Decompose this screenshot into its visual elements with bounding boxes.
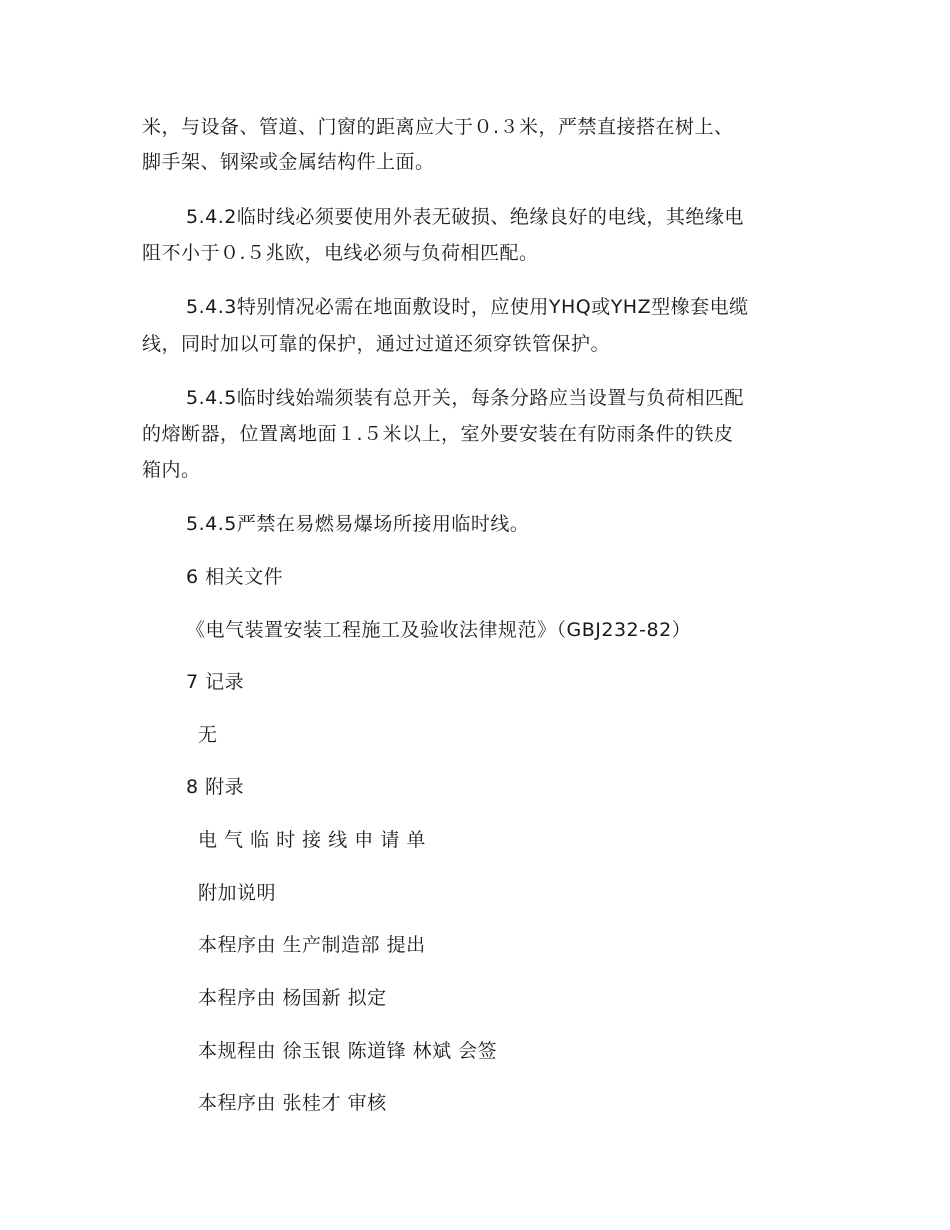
section-8-heading: 8 附录	[186, 776, 245, 798]
note-item: 本规程由 徐玉银 陈道锋 林斌 会签	[198, 1040, 498, 1062]
note-item: 本程序由 生产制造部 提出	[198, 934, 426, 956]
clause-5-4-3-line: 5.4.3特别情况必需在地面敷设时，应使用YHQ或YHZ型橡套电缆	[186, 296, 749, 318]
section-6-heading: 6 相关文件	[186, 566, 284, 588]
clause-5-4-5-line: 5.4.5临时线始端须装有总开关，每条分路应当设置与负荷相匹配	[186, 387, 744, 409]
note-item: 本程序由 张桂才 审核	[198, 1092, 387, 1114]
section-6-content: 《电气装置安装工程施工及验收法律规范》（GBJ232-82）	[186, 619, 692, 641]
clause-5-4-5-line: 的熔断器，位置离地面１.５米以上，室外要安装在有防雨条件的铁皮	[142, 423, 734, 445]
section-7-content: 无	[198, 724, 218, 746]
clause-5-4-2-line: 5.4.2临时线必须要使用外表无破损、绝缘良好的电线，其绝缘电	[186, 206, 744, 228]
clause-5-4-5b-line: 5.4.5严禁在易燃易爆场所接用临时线。	[186, 513, 530, 535]
clause-5-4-2-line: 阻不小于０.５兆欧，电线必须与负荷相匹配。	[142, 242, 539, 264]
section-7-heading: 7 记录	[186, 671, 245, 693]
paragraph-line: 米，与设备、管道、门窗的距离应大于０.３米，严禁直接搭在树上、	[142, 116, 734, 138]
paragraph-line: 脚手架、钢梁或金属结构件上面。	[142, 151, 435, 173]
clause-5-4-5-line: 箱内。	[142, 459, 201, 481]
notes-title: 附加说明	[198, 882, 277, 904]
note-item: 本程序由 杨国新 拟定	[198, 987, 387, 1009]
section-8-content: 电 气 临 时 接 线 申 请 单	[198, 829, 426, 851]
clause-5-4-3-line: 线，同时加以可靠的保护，通过过道还须穿铁管保护。	[142, 333, 611, 355]
